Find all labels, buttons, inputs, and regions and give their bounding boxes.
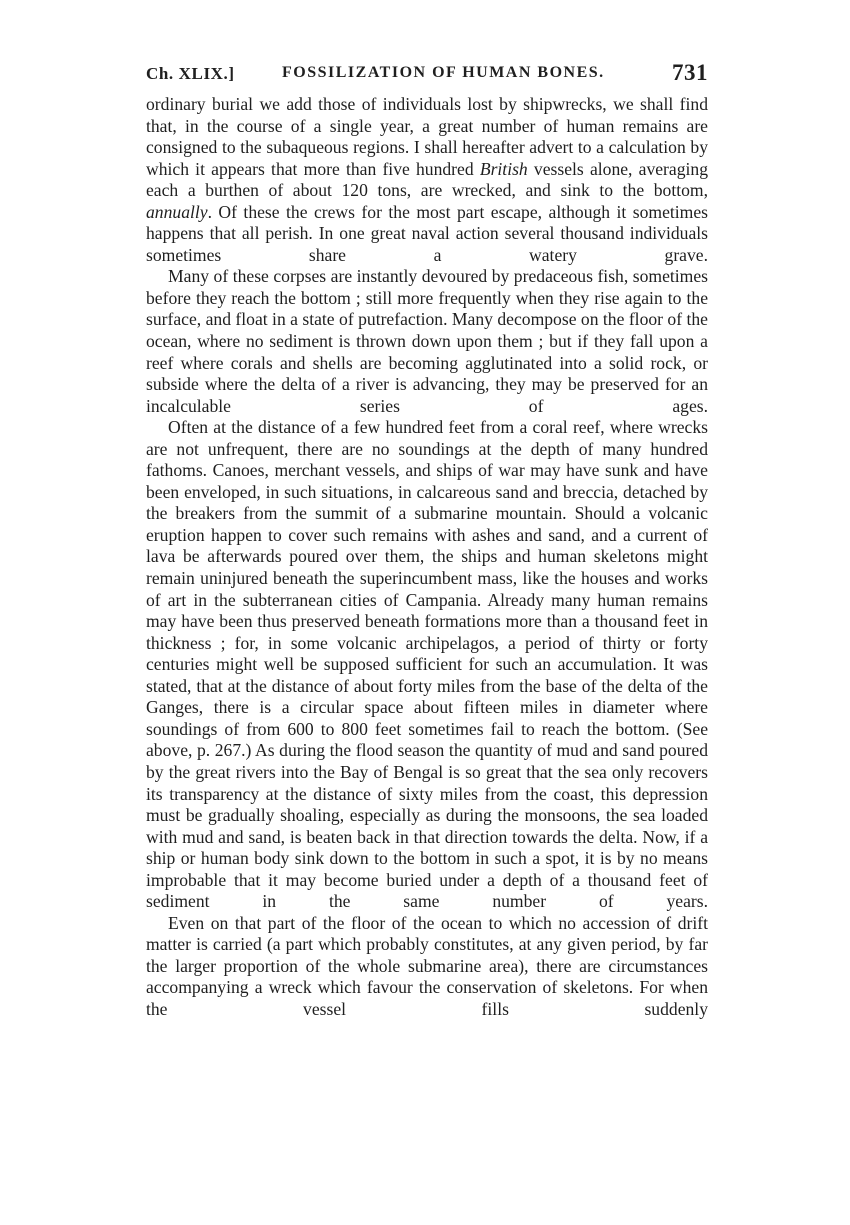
paragraph-2: Many of these corpses are instantly devoured by predaceous fish, sometimes before they reach the bottom ; still more frequently when they rise again to the surface, and float in a state of putrefaction. Many decompose on the floor of the ocean, where no sediment is thrown down upon them ; but if they fall upon a reef where corals and shells are becoming agglutinated into a solid rock, or subside where the delta of a river is advancing, they may be preserved for an incalculable series of ages. — [146, 266, 708, 416]
running-title: FOSSILIZATION OF HUMAN BONES. — [282, 64, 605, 81]
emphasis-annually: annually — [146, 201, 208, 222]
paragraph-1 — [146, 94, 708, 266]
paragraph-1-text-a: ordinary burial we add those of individuals lost by shipwrecks, we shall find that, in the course of a single year, a great number of human remains are consigned to the subaqueous regions. I shall hereafter advert to a calculation by which it appears that more than five hundred — [146, 94, 708, 179]
body-text — [146, 94, 708, 1021]
paragraph-3: Often at the distance of a few hundred feet from a coral reef, where wrecks are not unfrequent, there are no soundings at the depth of many hundred fathoms. Canoes, merchant vessels, and ships of war may have sunk and have been enveloped, in such situations, in calcareous sand and breccia, detached by the breakers from the summit of a submarine mountain. Should a volcanic eruption happen to cover such remains with ashes and sand, and a current of lava be afterwards poured over them, the ships and human skeletons might remain uninjured beneath the superincumbent mass, like the houses and works of art in the subterranean cities of Campania. Already many human remains may have been thus preserved beneath formations more than a thousand feet in thickness ; for, in some volcanic archipelagos, a period of thirty or forty centuries might well be supposed sufficient for such an accumulation. It was stated, that at the distance of about forty miles from the base of the delta of the Ganges, there is a circular space about fifteen miles in diameter where soundings of from 600 to 800 feet sometimes fail to reach the bottom. (See above, p. 267.) As during the flood season the quantity of mud and sand poured by the great rivers into the Bay of Bengal is so great that the sea only recovers its transparency at the distance of sixty miles from the coast, this depression must be gradually shoaling, especially as during the monsoons, the sea loaded with mud and sand, is beaten back in that direction towards the delta. Now, if a ship or human body sink down to the bottom in such a spot, it is by no means improbable that it may become buried under a depth of a thousand feet of sediment in the same number of years. — [146, 417, 708, 912]
page-number: 731 — [672, 60, 708, 85]
paragraph-4: Even on that part of the floor of the ocean to which no accession of drift matter is carried (a part which probably constitutes, at any given period, by far the larger proportion of the whole submarine area), there are circumstances accompanying a wreck which favour the conservation of skeletons. For when the vessel fills suddenly — [146, 912, 708, 1019]
running-header — [146, 60, 708, 92]
emphasis-british: British — [479, 158, 528, 179]
paragraph-1-text-b: vessels alone, averaging each a burthen of about 120 tons, are wrecked, and sink to the bottom, — [146, 158, 708, 201]
chapter-reference: Ch. XLIX.] — [146, 64, 235, 83]
paragraph-1-text-c: . Of these the crews for the most part escape, although it sometimes happens that all perish. In one great naval action several thousand individuals sometimes share a watery grave. — [146, 201, 708, 265]
